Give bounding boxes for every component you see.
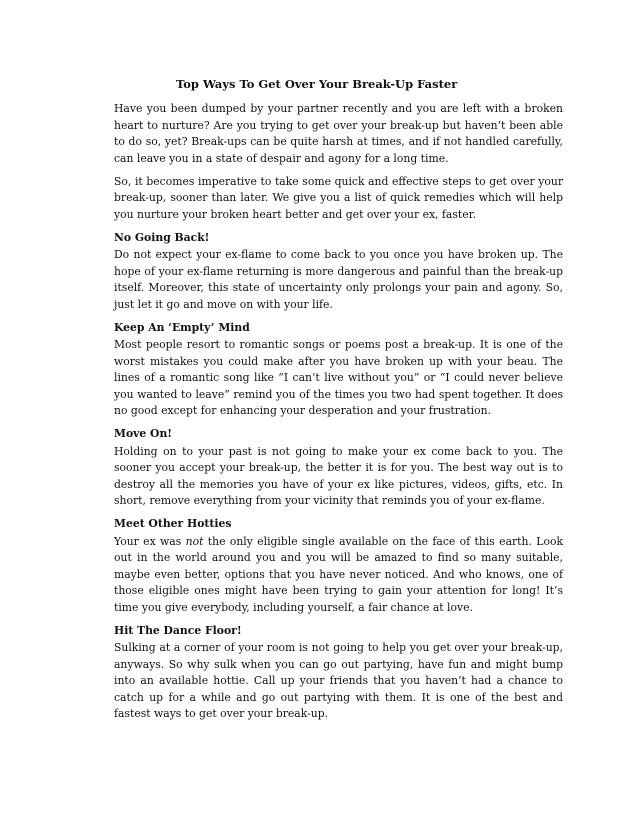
- paragraph-text: Your ex was: [114, 534, 186, 548]
- emphasized-word: not: [185, 534, 204, 548]
- document-title: Top Ways To Get Over Your Break-Up Faster: [176, 77, 458, 91]
- paragraph-text: the only eligible single available on the face of this earth. Look out in the world around you and you will be amazed to find so many suitable, maybe even better, options that you have never noticed. And who knows, one of those eligible ones might have been trying to gain your attention for long! It’s time you give everybody, including yourself, a fair chance at love.: [114, 534, 563, 614]
- section-heading: Hit The Dance Floor!: [114, 623, 242, 637]
- section-heading: No Going Back!: [114, 230, 210, 244]
- section-no-going-back: [114, 230, 563, 314]
- section-meet-other-hotties: [114, 516, 563, 616]
- section-hit-the-dance-floor: [114, 623, 563, 723]
- intro-paragraph: So, it becomes imperative to take some quick and effective steps to get over your break-up, sooner than later. We give you a list of quick remedies which will help you nurture your broken heart better and get over your ex, faster.: [114, 174, 563, 221]
- section-paragraph: Most people resort to romantic songs or poems post a break-up. It is one of the worst mistakes you could make after you have broken up with your beau. The lines of a romantic song like “I can’t live without you” or “I could never believe you wanted to leave” remind you of the times you two had spent together. It does no good except for enhancing your desperation and your frustration.: [114, 338, 563, 417]
- section-paragraph: Do not expect your ex-flame to come back to you once you have broken up. The hope of your ex-flame returning is more dangerous and painful than the break-up itself. Moreover, this state of uncertainty only prolongs your pain and agony. So, just let it go and move on with your life.: [114, 248, 563, 311]
- section-paragraph: Sulking at a corner of your room is not going to help you get over your break-up, anyways. So why sulk when you can go out partying, have fun and might bump into an available hottie. Call up your friends that you haven’t had a chance to catch up for a while and go out partying with them. It is one of the best and fastest ways to get over your break-up.: [114, 641, 563, 720]
- section-move-on: [114, 426, 563, 510]
- section-heading: Move On!: [114, 427, 173, 440]
- intro-paragraph: Have you been dumped by your partner recently and you are left with a broken heart to nurture? Are you trying to get over your break-up but haven’t been able to do so, yet? Break-ups can be quite harsh at times, and if not handled carefully, can leave you in a state of despair and agony for a long time.: [114, 102, 563, 165]
- section-paragraph: Holding on to your past is not going to make your ex come back to you. The sooner you accept your break-up, the better it is for you. The best way out is to destroy all the memories you have of your ex like pictures, videos, gifts, etc. In short, remove everything from your vicinity that reminds you of your ex-flame.: [114, 444, 563, 507]
- section-heading: Meet Other Hotties: [114, 517, 232, 530]
- section-keep-an-empty-mind: [114, 320, 563, 420]
- document-body: [114, 77, 563, 729]
- section-paragraph: [114, 534, 563, 617]
- section-heading: Keep An ‘Empty’ Mind: [114, 320, 250, 334]
